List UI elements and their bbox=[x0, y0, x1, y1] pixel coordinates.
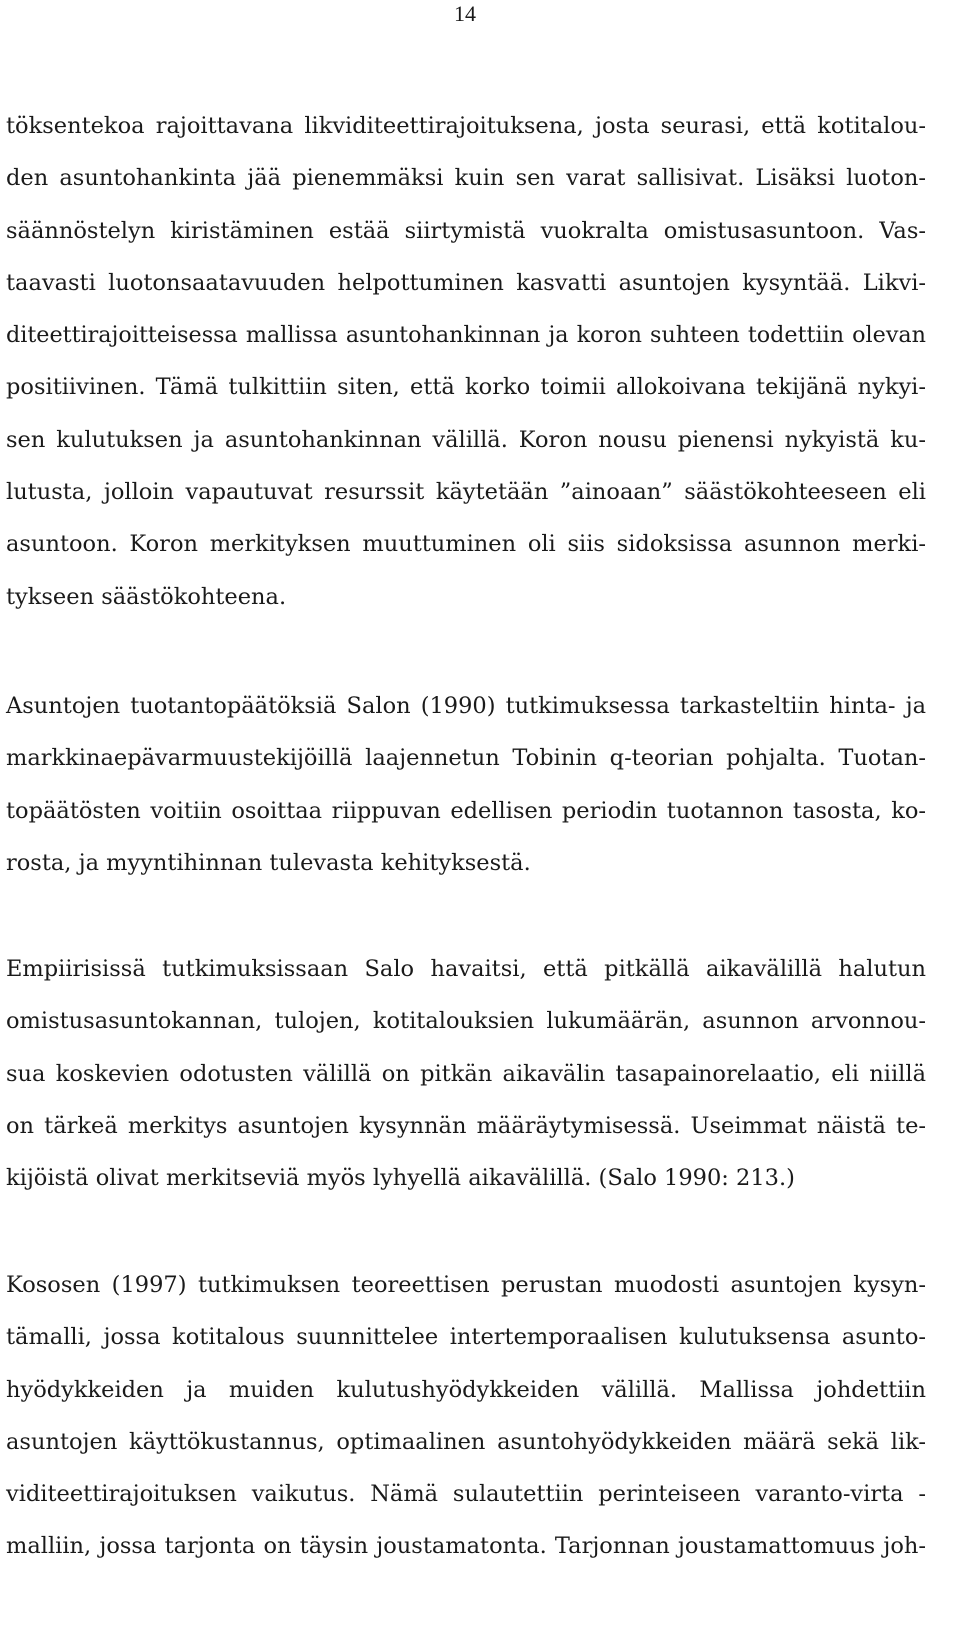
paragraph-2 bbox=[6, 680, 926, 889]
text-line: malliin, jossa tarjonta on täysin joustamatonta. Tarjonnan joustamattomuus joh- bbox=[6, 1533, 926, 1560]
text-line: Asuntojen tuotantopäätöksiä Salon (1990) tutkimuksessa tarkasteltiin hinta- ja bbox=[6, 693, 926, 719]
text-line: sen kulutuksen ja asuntohankinnan välillä. Koron nousu pienensi nykyistä ku- bbox=[6, 426, 926, 453]
text-line: den asuntohankinta jää pienemmäksi kuin sen varat sallisivat. Lisäksi luoton- bbox=[6, 165, 926, 192]
text-line: Empiirisissä tutkimuksissaan Salo havaitsi, että pitkällä aikavälillä halutun bbox=[6, 956, 926, 982]
text-line: asuntojen käyttökustannus, optimaalinen asuntohyödykkeiden määrä sekä lik- bbox=[6, 1428, 926, 1455]
paragraph-1 bbox=[6, 100, 926, 623]
text-line: rosta, ja myyntihinnan tulevasta kehityksestä. bbox=[6, 849, 531, 876]
text-line: hyödykkeiden ja muiden kulutushyödykkeiden välillä. Mallissa johdettiin bbox=[6, 1376, 926, 1403]
text-line: omistusasuntokannan, tulojen, kotitalouksien lukumäärän, asunnon arvonnou- bbox=[6, 1008, 926, 1035]
text-line: on tärkeä merkitys asuntojen kysynnän määräytymisessä. Useimmat näistä te- bbox=[6, 1112, 926, 1139]
text-line: positiivinen. Tämä tulkittiin siten, että korko toimii allokoivana tekijänä nykyi- bbox=[6, 374, 926, 401]
page-number: 14 bbox=[454, 1, 476, 26]
text-line: kijöistä olivat merkitseviä myös lyhyellä aikavälillä. (Salo 1990: 213.) bbox=[6, 1165, 795, 1192]
text-line: viditeettirajoituksen vaikutus. Nämä sulautettiin perinteiseen varanto-virta - bbox=[6, 1481, 926, 1508]
text-line: topäätösten voitiin osoittaa riippuvan edellisen periodin tuotannon tasosta, ko- bbox=[6, 797, 926, 824]
text-line: tykseen säästökohteena. bbox=[6, 583, 287, 610]
text-line: Kososen (1997) tutkimuksen teoreettisen perustan muodosti asuntojen kysyn- bbox=[6, 1272, 926, 1298]
text-line: sua koskevien odotusten välillä on pitkän aikavälin tasapainorelaatio, eli niillä bbox=[6, 1060, 926, 1087]
text-line: töksentekoa rajoittavana likviditeettirajoituksena, josta seurasi, että kotitalou- bbox=[6, 113, 926, 139]
text-line: markkinaepävarmuustekijöillä laajennetun Tobinin q-teorian pohjalta. Tuotan- bbox=[6, 745, 926, 772]
paragraph-3 bbox=[6, 943, 926, 1204]
text-line: lutusta, jolloin vapautuvat resurssit käytetään ”ainoaan” säästökohteeseen eli bbox=[6, 479, 926, 506]
text-line: asuntoon. Koron merkityksen muuttuminen oli siis sidoksissa asunnon merki- bbox=[6, 531, 926, 558]
text-line: taavasti luotonsaatavuuden helpottuminen kasvatti asuntojen kysyntää. Likvi- bbox=[6, 269, 926, 296]
text-line: diteettirajoitteisessa mallissa asuntohankinnan ja koron suhteen todettiin olevan bbox=[6, 322, 926, 349]
text-line: tämalli, jossa kotitalous suunnittelee intertemporaalisen kulutuksensa asunto- bbox=[6, 1324, 926, 1351]
paragraph-4 bbox=[6, 1259, 926, 1573]
text-line: säännöstelyn kiristäminen estää siirtymistä vuokralta omistusasuntoon. Vas- bbox=[6, 217, 926, 244]
